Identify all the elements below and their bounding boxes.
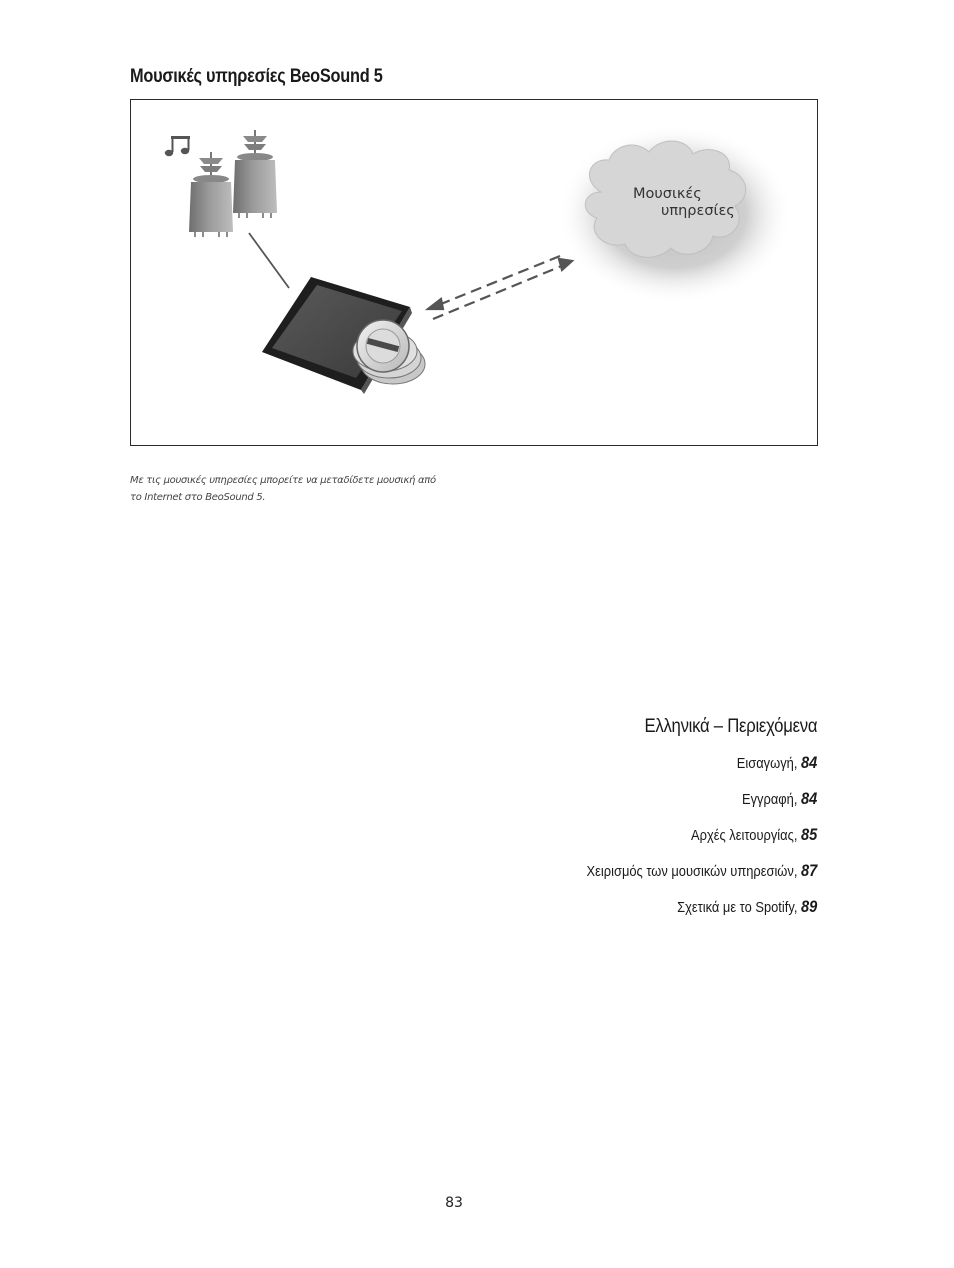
cloud-label-line1: Μουσικές	[633, 186, 702, 202]
toc-item-introduction[interactable]	[586, 752, 817, 788]
caption-line: το Internet στο BeoSound 5.	[130, 492, 266, 503]
beolab-speaker-icon	[233, 130, 277, 218]
page-number: 83	[445, 1195, 463, 1211]
illustration-svg	[131, 100, 819, 447]
music-note-icon	[165, 136, 190, 156]
figure-caption	[130, 472, 440, 506]
toc-item-music-services[interactable]	[586, 860, 817, 896]
toc-item-page: 87	[800, 861, 817, 880]
page-title: Μουσικές υπηρεσίες BeoSound 5	[130, 66, 383, 87]
data-exchange-arrows	[428, 256, 572, 319]
toc-item-label: Χειρισμός των μουσικών υπηρεσιών,	[586, 863, 798, 880]
toc-item-registration[interactable]	[586, 788, 817, 824]
toc-item-label: Αρχές λειτουργίας,	[690, 827, 798, 844]
toc-item-page: 84	[800, 753, 817, 772]
toc-item-page: 85	[800, 825, 817, 844]
table-of-contents	[549, 716, 817, 932]
caption-line: Με τις μουσικές υπηρεσίες μπορείτε να μεταδίδετε μουσική από	[130, 475, 436, 486]
cloud-label-line2: υπηρεσίες	[661, 203, 735, 219]
toc-item-label: Εγγραφή,	[741, 791, 798, 808]
connection-line	[249, 233, 289, 288]
beolab-speaker-icon	[189, 152, 233, 237]
toc-item-operation-principles[interactable]	[586, 824, 817, 860]
toc-item-page: 89	[800, 897, 817, 916]
toc-item-spotify[interactable]	[586, 896, 817, 932]
beosound-illustration	[130, 99, 818, 446]
toc-item-label: Σχετικά με το Spotify,	[676, 899, 798, 916]
toc-item-label: Εισαγωγή,	[736, 755, 798, 772]
toc-title: Ελληνικά – Περιεχόμενα	[644, 716, 817, 737]
toc-item-page: 84	[800, 789, 817, 808]
